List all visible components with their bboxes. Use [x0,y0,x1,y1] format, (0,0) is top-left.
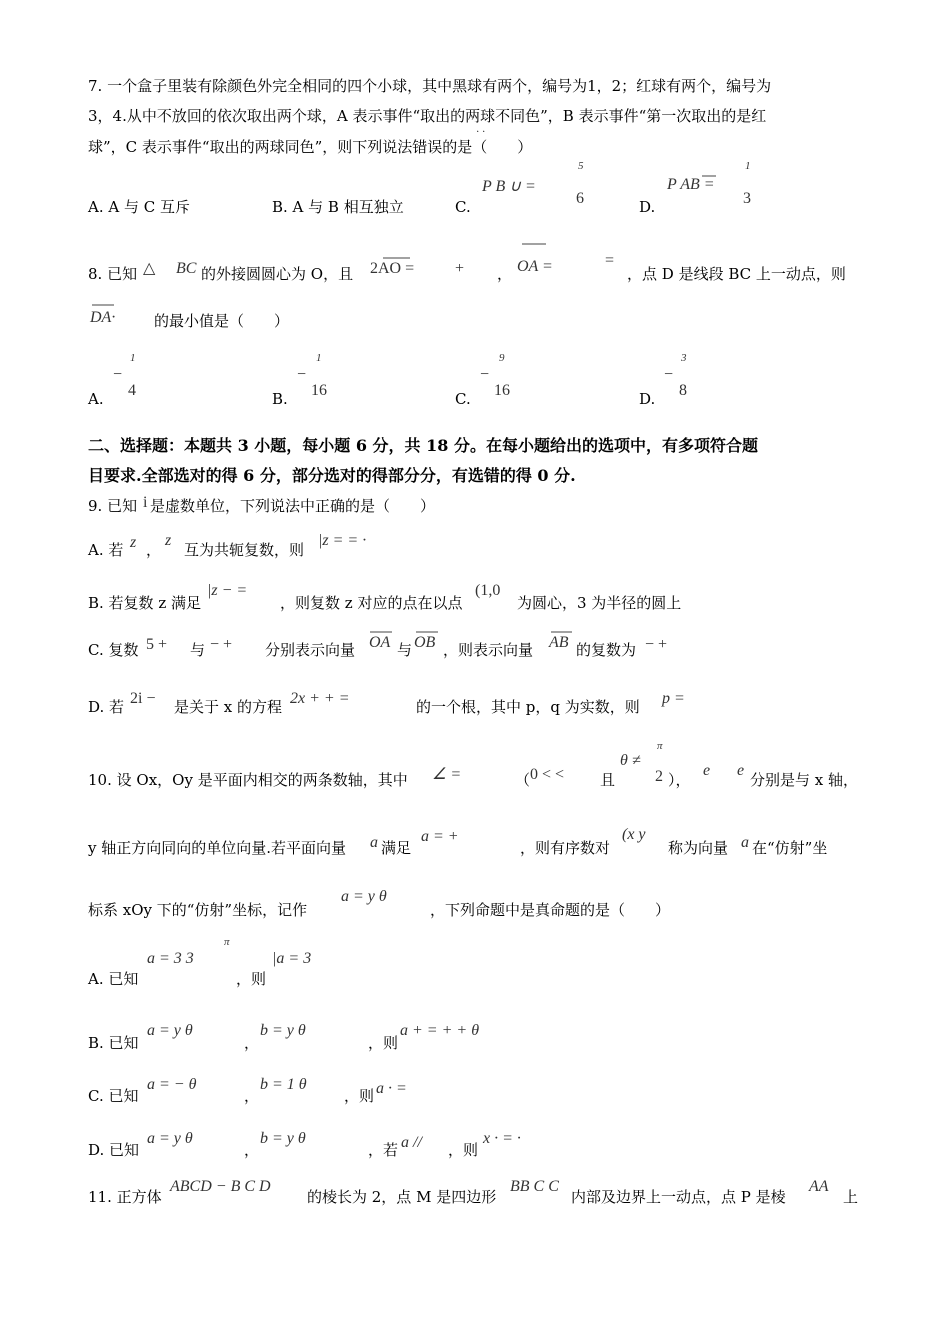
q11-face-name: BB C C [510,1178,559,1195]
q10-option-b-then: ，则 [368,1034,399,1052]
q10-option-b-vector-a: a = y θ [147,1022,193,1039]
q9-option-a-z1: z [130,534,137,551]
q8-plus: + [455,260,465,277]
q10-stem-line-2-end: 在“仿射”坐 [752,839,828,857]
q10-option-b-result: a + = + + θ [400,1022,480,1039]
q10-stem-line-2-b: ，则有序数对 [520,839,611,857]
q9-option-b-prefix: B. 若复数 z 满足 [88,594,201,612]
q10-option-c-then: ，则 [344,1087,375,1105]
q11-edge-name: AA [809,1178,829,1195]
q11-cube-name: ABCD − B C D [170,1178,271,1195]
q7-option-d-numerator: 1 [745,160,751,172]
q11-stem-text-2: 内部及边界上一动点，点 P 是棱 [571,1188,786,1206]
q10-stem-line-3-end: ，下列命题中是真命题的是（ ） [430,901,671,919]
q7-option-c-label: C. [455,198,471,216]
q7-emphasis-dots: · · [476,124,485,138]
q9-option-c-and-2: 与 [397,641,413,659]
q10-option-c-comma: ， [244,1087,260,1105]
q8-option-a-denominator: 4 [128,382,136,399]
q9-option-c-text-3: 的复数为 [576,641,637,659]
q10-affine-coordinate: a = y θ [341,888,387,905]
q8-option-c-sign: − [480,366,490,383]
q8-option-a-label: A. [88,390,104,408]
q9-option-b-formula: |z − = [207,582,248,599]
q9-option-c-text: 分别表示向量 [265,641,356,659]
q10-option-d-then: ，则 [448,1141,479,1159]
q8-triangle-symbol: △ [143,260,156,277]
q9-stem-prefix: 9. 已知 [88,497,138,515]
q8-magnitude-expression: OA = [517,258,553,275]
q10-option-c-vector-b: b = 1 θ [260,1076,307,1093]
q10-angle-denominator: 2 [655,768,663,785]
q10-unit-vector-e2: e [737,762,745,779]
q8-option-a-sign: − [113,366,123,383]
q8-option-d-denominator: 8 [679,382,687,399]
q9-option-a-formula: |z = = · [318,532,367,549]
q10-option-a-pi: π [224,936,230,948]
q10-angle-condition: θ ≠ [620,752,641,769]
q9-imaginary-unit: i [143,494,148,511]
q8-equals: = [605,252,615,269]
q9-option-c-prefix: C. 复数 [88,641,139,659]
q9-option-c-result: − + [645,636,668,653]
q8-triangle-label: BC [176,260,197,277]
q8-option-b-denominator: 16 [311,382,327,399]
q8-comma: ， [497,265,513,283]
q8-option-b-label: B. [272,390,288,408]
q10-option-d-vector-b: b = y θ [260,1130,306,1147]
q7-option-c-numerator: 5 [578,160,584,172]
q10-stem-line-1: 10. 设 Ox，Oy 是平面内相交的两条数轴，其中 [88,771,408,789]
q9-option-d-root: 2i − [130,690,156,707]
q9-option-a-text: 互为共轭复数，则 [184,541,305,559]
q9-option-d-text: 是关于 x 的方程 [174,698,282,716]
q9-option-d-prefix: D. 若 [88,698,125,716]
q10-decomposition: a = + [421,828,459,845]
q10-and: 且 [600,771,616,789]
q9-option-c-vector-ob: OB [414,634,436,651]
q9-option-a-z2: z [165,532,172,549]
q8-vector-equation: 2AO = [370,260,415,277]
q10-option-a-then: ，则 [236,970,267,988]
q10-angle-expression: ∠ = [432,766,462,783]
q10-stem-line-3: 标系 xOy 下的“仿射”坐标，记作 [88,901,308,919]
q8-option-d-numerator: 3 [681,352,687,364]
q10-option-d-comma: ， [244,1141,260,1159]
q7-option-d-denominator: 3 [743,190,751,207]
q10-stem-line-2: y 轴正方向同向的单位向量.若平面向量 [88,839,347,857]
q9-option-b-text: ，则复数 z 对应的点在以点 [280,594,463,612]
q7-stem-line-3: 球”，C 表示事件“取出的两球同色”，则下列说法错误的是（ ） [88,138,533,156]
q10-option-a-result: |a = 3 [272,950,312,967]
q8-text-2: ，点 D 是线段 BC 上一动点，则 [627,265,846,283]
q10-stem-line-1-end: 分别是与 x 轴， [750,771,858,789]
q10-vector-a: a [370,834,378,851]
q8-option-c-numerator: 9 [499,352,505,364]
q7-stem-line-2: 3，4.从中不放回的依次取出两个球，A 表示事件“取出的两球不同色”，B 表示事件“第一次取出的是红 [88,107,767,125]
q7-option-d-formula: P AB = [667,176,715,193]
q9-option-a-comma: ， [146,541,162,559]
q10-option-b-prefix: B. 已知 [88,1034,139,1052]
q7-option-b: B. A 与 B 相互独立 [272,198,404,216]
q11-stem-prefix: 11. 正方体 [88,1188,162,1206]
q8-text-1: 的外接圆圆心为 O，且 [201,265,354,283]
q9-option-b-center-point: (1,0 [475,582,501,599]
section-2-heading-line-2: 目要求.全部选对的得 6 分，部分选对的得部分分，有选错的得 0 分. [88,466,576,485]
q7-option-a: A. A 与 C 互斥 [88,198,190,216]
q11-stem-text: 的棱长为 2，点 M 是四边形 [307,1188,497,1206]
q10-vector-a-2: a [741,834,749,851]
q10-option-b-comma: ， [244,1034,260,1052]
q10-option-a-formula: a = 3 3 [147,950,194,967]
q9-option-c-complex-1: 5 + [146,636,168,653]
q10-option-b-vector-b: b = y θ [260,1022,306,1039]
q10-paren-open: （ [515,771,531,789]
q11-stem-end: 上 [843,1188,859,1206]
q10-option-d-parallel: a // [401,1134,422,1151]
q7-option-d-label: D. [639,198,656,216]
q8-option-c-label: C. [455,390,471,408]
q9-option-c-and: 与 [190,641,206,659]
q10-angle-pi: π [657,740,663,752]
q8-option-d-label: D. [639,390,656,408]
q9-option-c-vector-ab: AB [549,634,569,651]
q9-option-d-text-2: 的一个根，其中 p，q 为实数，则 [416,698,640,716]
q10-option-c-result: a · = [376,1080,407,1097]
q9-option-a-prefix: A. 若 [88,541,124,559]
q10-option-c-prefix: C. 已知 [88,1087,139,1105]
q10-option-a-prefix: A. 已知 [88,970,139,988]
q10-option-d-vector-a: a = y θ [147,1130,193,1147]
q10-option-d-prefix: D. 已知 [88,1141,140,1159]
q7-stem-line-1: 7. 一个盒子里装有除颜色外完全相同的四个小球，其中黑球有两个，编号为1，2；红球有两个，编号为 [88,77,772,95]
q7-option-c-denominator: 6 [576,190,584,207]
q9-option-d-result: p = [662,690,685,707]
q8-stem-line-2: 的最小值是（ ） [154,312,290,330]
q8-option-b-sign: − [297,366,307,383]
q10-paren-close: ）， [668,771,691,789]
q8-prefix: 8. 已知 [88,265,138,283]
q9-option-c-complex-2: − + [210,636,233,653]
q9-option-c-vector-oa: OA [369,634,391,651]
q8-option-b-numerator: 1 [316,352,322,364]
q8-option-a-numerator: 1 [130,352,136,364]
q9-option-b-text-2: 为圆心，3 为半径的圆上 [517,594,682,612]
q10-option-d-result: x · = · [483,1130,521,1147]
q10-angle-range: 0 < < [530,766,565,783]
q10-unit-vector-e1: e [703,762,711,779]
q8-option-d-sign: − [664,366,674,383]
q10-option-c-vector-a: a = − θ [147,1076,197,1093]
q9-stem-text: 是虚数单位，下列说法中正确的是（ ） [150,497,436,515]
q9-option-d-equation: 2x + + = [290,690,350,707]
q10-stem-line-2-c: 称为向量 [668,839,729,857]
q7-option-c-formula: P B ∪ = [482,178,536,195]
q9-option-c-text-2: ，则表示向量 [443,641,534,659]
q10-option-d-if: ，若 [368,1141,399,1159]
q10-ordered-pair: (x y [622,826,646,843]
q10-satisfies: 满足 [381,839,412,857]
q8-da-vector: DA· [90,309,116,326]
section-2-heading-line-1: 二、选择题：本题共 3 小题，每小题 6 分，共 18 分。在每小题给出的选项中，有多项符合题 [88,436,758,455]
q8-option-c-denominator: 16 [494,382,510,399]
